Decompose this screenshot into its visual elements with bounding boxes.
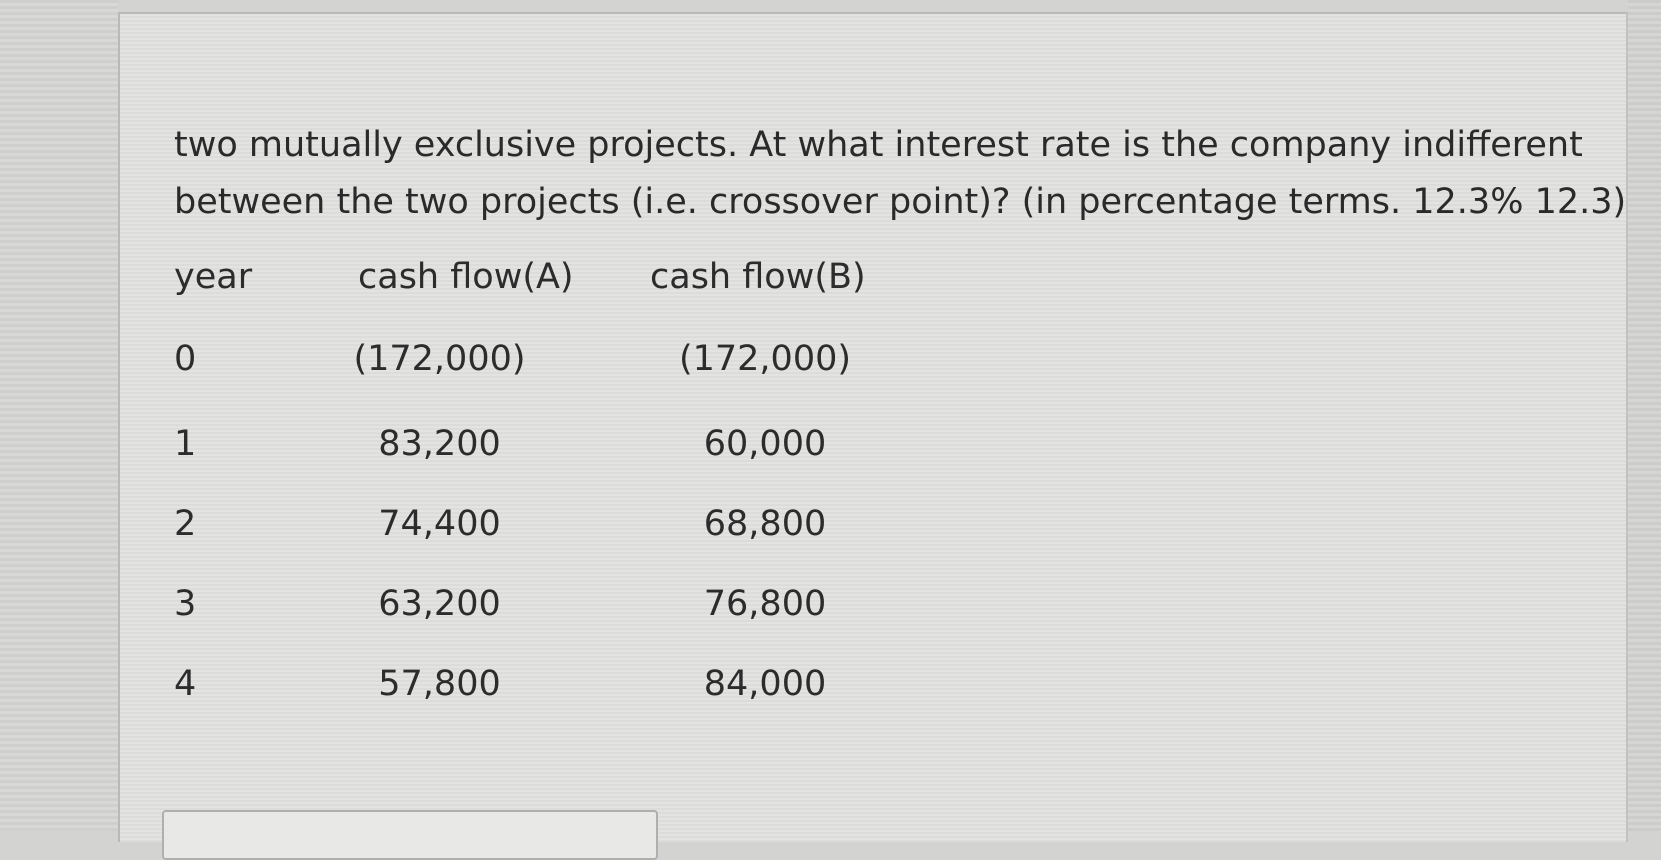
cash-flow-b-cell: 68,800 xyxy=(703,504,827,544)
year-cell: 1 xyxy=(174,424,197,464)
cash-flow-b-cell: 60,000 xyxy=(703,424,827,464)
cash-flow-a-cell: 83,200 xyxy=(378,424,501,464)
header-year: year xyxy=(174,257,253,297)
year-cell: 2 xyxy=(174,504,197,544)
answer-input[interactable] xyxy=(162,810,658,860)
question-text xyxy=(174,117,1627,231)
header-cash-flow-a: cash flow(A) xyxy=(358,257,574,297)
year-cell: 3 xyxy=(174,584,197,624)
year-cell: 0 xyxy=(174,339,197,379)
cash-flow-b-cell: 76,800 xyxy=(703,584,827,624)
question-panel xyxy=(118,12,1628,842)
year-cell: 4 xyxy=(174,664,197,704)
background-left xyxy=(0,0,118,831)
cash-flow-a-cell: 74,400 xyxy=(378,504,501,544)
cash-flow-b-cell: (172,000) xyxy=(678,339,852,379)
question-line-1: two mutually exclusive projects. At what interest rate is the company indifferent xyxy=(174,125,1583,165)
question-line-2: between the two projects (i.e. crossover point)? (in percentage terms. 12.3% 12.3) xyxy=(174,182,1627,222)
cash-flow-a-cell: 57,800 xyxy=(378,664,501,704)
cash-flow-a-cell: (172,000) xyxy=(353,339,526,379)
cash-flow-b-cell: 84,000 xyxy=(703,664,827,704)
cash-flow-a-cell: 63,200 xyxy=(378,584,501,624)
header-cash-flow-b: cash flow(B) xyxy=(650,257,866,297)
background-right xyxy=(1628,0,1661,831)
